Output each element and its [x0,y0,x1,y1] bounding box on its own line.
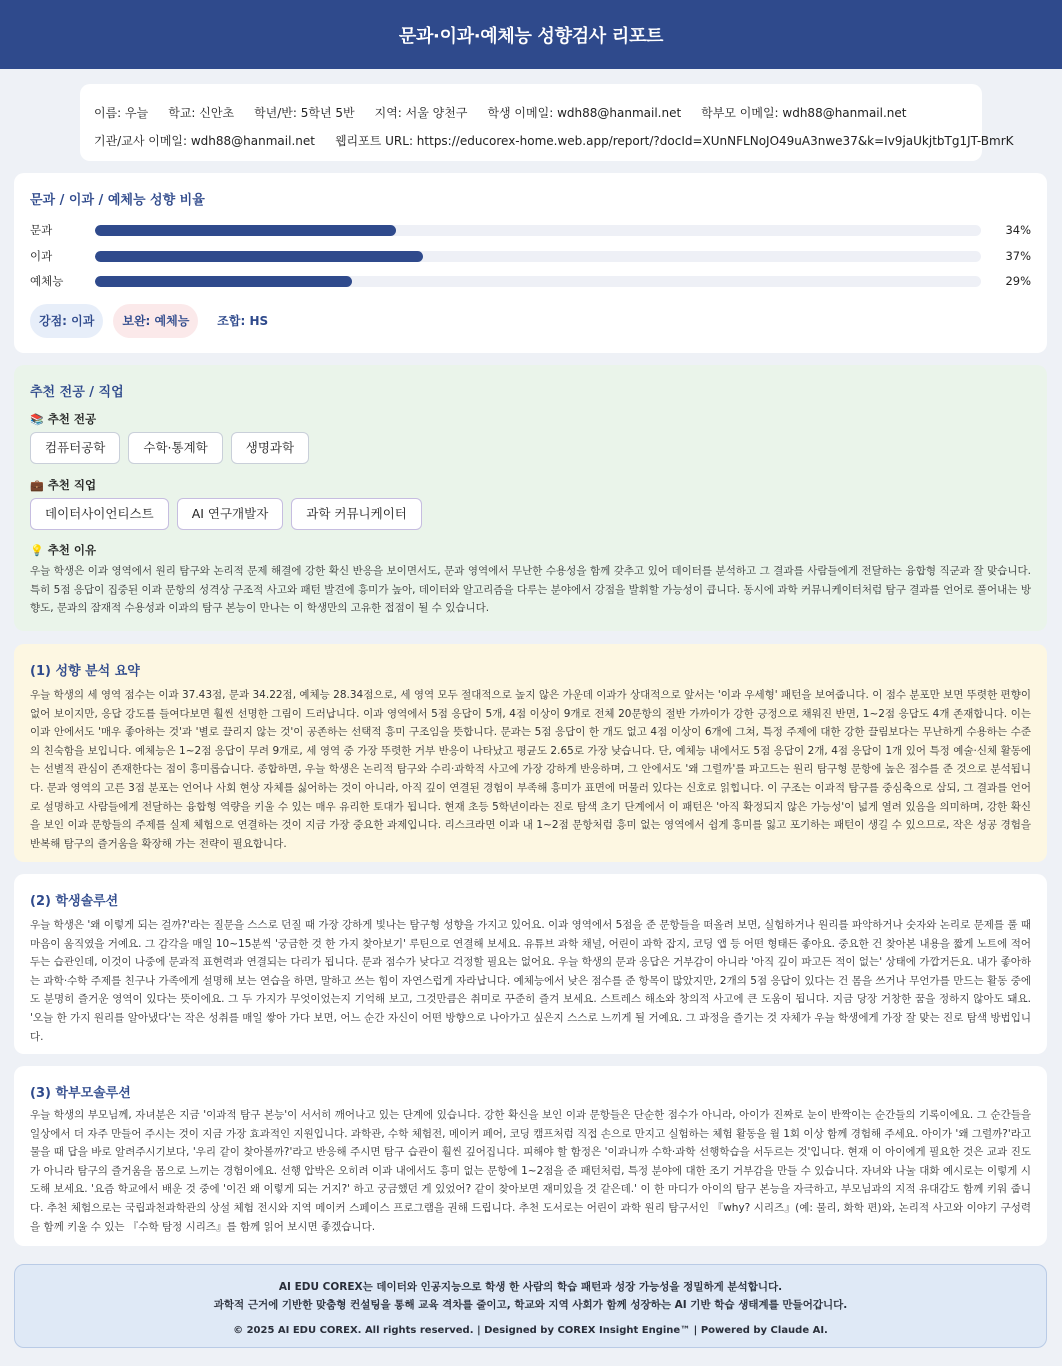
info-line-2 [94,126,1014,154]
job-heading [30,477,96,493]
recommend-title: 추천 전공 / 직업 [30,385,124,400]
bar-percent: 29% [1005,274,1031,288]
job-chip: AI 연구개발자 [177,498,284,530]
student-name: 이름: 우늘 [94,105,149,120]
combo-badge: 조합: HS [217,314,269,328]
job-heading-label: 추천 직업 [47,478,97,492]
report-title: 문과·이과·예체능 성향검사 리포트 [398,25,664,47]
web-report-url[interactable]: 웹리포트 URL: https://educorex-home.web.app/report/?docId=XUnNFLNoJO49uA3nwe37&k=Iv9jaUkjtbTg1JT-BmrK [334,133,1014,148]
ratio-card [14,173,1047,353]
student-region: 지역: 서울 양천구 [374,105,468,120]
parent-email: 학부모 이메일: wdh88@hanmail.net [701,105,907,120]
summary-text: 우늘 학생의 세 영역 점수는 이과 37.43점, 문과 34.22점, 예체능 28.34점으로, 세 영역 모두 절대적으로 높지 않은 가운데 이과가 상대적으로 앞서는 '이과 우세형' 패턴을 보여줍니다. 이 점수 분포만 보면 뚜렷한 편향이 없어 보이지만, 응답 강도를 들여다보면 훨씬 선명한 그림이 드러납니다. 이과 영역에서 5점 응답이 5개, 4점 이상이 9개로 전체 20문항의 절반 가까이가 강한 긍정으로 채워진 반면, 1~2점 응답도 4개 존재합니다. 이는 이과 안에서도 '매우 좋아하는 것'과 '별로 끌리지 않는 것'이 공존하는 선택적 흥미 구조임을 뜻합니다. 문과는 5점 응답이 한 개도 없고 4점 이상이 6개에 그쳐, 특정 주제에 대한 강한 끌림보다는 무난하게 수용하는 수준의 친숙함을 보입니다. 예체능은 1~2점 응답이 무려 9개로, 세 영역 중 가장 뚜렷한 거부 반응이 나타났고 평균도 2.65로 가장 낮습니다. 단, 예체능 내에서도 5점 응답이 2개, 4점 응답이 1개 있어 특정 예술·신체 활동에는 선별적 관심이 존재한다는 점이 흥미롭습니다. 종합하면, 우늘 학생은 논리적 탐구와 수리·과학적 사고에 가장 강하게 반응하며, 그 안에서도 '왜 그럴까'를 파고드는 원리 탐구형 문항에 높은 점수를 준 것으로 분석됩니다. 문과 영역의 고른 3점 분포는 언어나 사회 현상 자체를 싫어하는 것이 아니라, 아직 깊이 연결된 경험이 부족해 흥미가 표면에 머물러 있다는 신호로 읽힙니다. 이 구조는 이과적 탐구를 중심축으로 삼되, 그 결과를 언어로 설명하고 사람들에게 전달하는 융합형 역량을 키울 수 있는 매우 유리한 토대가 됩니다. 현재 초등 5학년이라는 진로 탐색 초기 단계에서 이 패턴은 '아직 확정되지 않은 가능성'이 넓게 열려 있음을 의미하며, 강한 확신을 보인 이과 문항들의 주제를 실제 체험으로 연결하는 것이 지금 가장 중요한 과제입니다. 리스크라면 이과 내 1~2점 문항처럼 흥미 없는 영역에서 쉽게 흥미를 잃고 포기하는 패턴이 생길 수 있으므로, 작은 성공 경험을 반복해 탐구의 즐거움을 확장해 가는 전략이 필요합니다. [30,689,1031,850]
student-solution-title: (2) 학생솔루션 [30,894,119,909]
books-icon: 📚 [30,412,44,426]
complement-badge: 보완: 예체능 [113,304,198,338]
bar-percent: 37% [1005,249,1031,263]
job-chip: 데이터사이언티스트 [30,498,169,530]
bar-fill [95,251,423,262]
job-chips [30,498,430,530]
reason-heading [30,542,96,558]
briefcase-icon: 💼 [30,478,44,492]
strength-badge: 강점: 이과 [30,304,103,338]
lightbulb-icon: 💡 [30,543,44,557]
bar-row-science [30,247,1031,265]
student-solution-text: 우늘 학생은 '왜 이렇게 되는 걸까?'라는 질문을 스스로 던질 때 가장 강하게 빛나는 탐구형 성향을 가지고 있어요. 이과 영역에서 5점을 준 문항들을 떠올려 보면, 실험하거나 원리를 파악하거나 숫자와 논리로 문제를 풀 때 마음이 움직였을 거예요. 그 감각을 매일 10~15분씩 '궁금한 것 한 가지 찾아보기' 루틴으로 연결해 보세요. 유튜브 과학 채널, 어린이 과학 잡지, 코딩 앱 등 어떤 형태든 좋아요. 중요한 건 찾아본 내용을 짧게 노트에 적어 두는 습관인데, 이것이 나중에 문과적 표현력과 연결되는 다리가 됩니다. 문과 점수가 낮다고 걱정할 필요는 없어요. 우늘 학생의 문과 응답은 거부감이 아니라 '아직 깊이 파고든 적이 없는' 상태에 가깝거든요. 내가 좋아하는 과학·수학 주제를 친구나 가족에게 설명해 보는 연습을 하면, 말하고 쓰는 힘이 자연스럽게 자라납니다. 예체능에서 낮은 점수를 준 항목이 많았지만, 2개의 5점 응답이 있다는 건 몸을 쓰거나 무언가를 만드는 활동 중에도 분명히 즐거운 영역이 있다는 뜻이에요. 그 두 가지가 무엇이었는지 기억해 보고, 그것만큼은 취미로 꾸준히 즐겨 보세요. 스트레스 해소와 창의적 사고에 큰 도움이 됩니다. 지금 당장 거창한 꿈을 정하지 않아도 돼요. '오늘 한 가지 원리를 알아냈다'는 작은 성취를 매일 쌓아 가다 보면, 어느 순간 자신이 어떤 방향으로 나아가고 싶은지 스스로 느끼게 될 거예요. 그 과정을 즐기는 것 자체가 우늘 학생에게 가장 잘 맞는 진로 탐색 방법입니다. [30,919,1031,1043]
reason-text: 우늘 학생은 이과 영역에서 원리 탐구와 논리적 문제 해결에 강한 확신 반응을 보이면서도, 문과 영역에서 무난한 수용성을 함께 갖추고 있어 데이터를 분석하고 그 결과를 사람들에게 전달하는 융합형 직군과 잘 맞습니다. 특히 5점 응답이 집중된 이과 문항의 성격상 구조적 사고와 패턴 발견에 흥미가 높아, 데이터와 알고리즘을 다루는 분야에서 강점을 발휘할 가능성이 큽니다. 동시에 과학 커뮤니케이터처럼 탐구 결과를 언어로 풀어내는 방향도, 문과의 잠재적 수용성과 이과의 탐구 본능이 만나는 이 학생만의 고유한 접점이 될 수 있습니다. [30,565,1031,615]
major-chip: 컴퓨터공학 [30,432,120,464]
student-school: 학교: 신안초 [168,105,235,120]
bar-fill [95,276,352,287]
parent-solution-title: (3) 학부모솔루션 [30,1086,131,1101]
bar-row-arts [30,272,1031,290]
bar-percent: 34% [1005,223,1031,237]
bar-track [95,276,981,287]
bar-label: 이과 [30,249,53,263]
reason-heading-label: 추천 이유 [47,543,97,557]
parent-solution-card [14,1066,1047,1246]
student-info-card [80,84,1014,161]
footer-copyright: © 2025 AI EDU COREX. All rights reserved. | Designed by COREX Insight Engine™ | Powered by Claude AI. [233,1325,828,1336]
info-line-1 [94,98,968,126]
summary-card [14,644,1047,862]
student-solution-card [14,874,1047,1054]
major-chip: 생명과학 [231,432,309,464]
major-heading [30,411,96,427]
report-header [0,0,1062,69]
parent-solution-text: 우늘 학생의 부모님께, 자녀분은 지금 '이과적 탐구 본능'이 서서히 깨어나고 있는 단계에 있습니다. 강한 확신을 보인 이과 문항들은 단순한 점수가 아니라, 아이가 진짜로 눈이 반짝이는 순간들의 기록이에요. 그 순간들을 일상에서 더 자주 만들어 주시는 것이 지금 가장 효과적인 지원입니다. 과학관, 수학 체험전, 메이커 페어, 코딩 캠프처럼 직접 손으로 만지고 실험하는 체험 활동을 월 1회 이상 함께 경험해 주세요. 아이가 '왜 그럴까?'라고 물을 때 답을 바로 알려주시기보다, '우리 같이 찾아볼까?'라고 반응해 주시면 탐구 습관이 훨씬 깊어집니다. 피해야 할 함정은 '이과니까 수학·과학 선행학습을 서두르는 것'입니다. 현재 이 아이에게 필요한 것은 교과 진도가 아니라 탐구의 즐거움을 몸으로 느끼는 경험이에요. 선행 압박은 오히려 이과 내에서도 흥미 없는 문항에 1~2점을 준 패턴처럼, 특정 분야에 대한 조기 거부감을 만들 수 있습니다. 자녀와 나눌 대화 예시로는 이렇게 시도해 보세요. '요즘 학교에서 배운 것 중에 '이건 왜 이렇게 되는 거지?' 하고 궁금했던 게 있었어? 같이 찾아보면 재미있을 것 같은데.' 이 한 마디가 아이의 탐구 본능을 자극하고, 부모님과의 지적 유대감도 함께 키워 줍니다. 추천 체험으로는 국립과천과학관의 상설 체험 전시와 지역 메이커 스페이스 프로그램을 권해 드립니다. 추천 도서로는 어린이 과학 원리 탐구서인 『why? 시리즈』(예: 물리, 화학 편)와, 논리적 사고와 이야기 구성력을 함께 키울 수 있는 『수학 탐정 시리즈』를 함께 읽어 보시면 좋겠습니다. [30,1109,1031,1233]
footer-line-1: AI EDU COREX는 데이터와 인공지능으로 학생 한 사람의 학습 패턴과 성장 가능성을 정밀하게 분석합니다. [278,1281,783,1293]
student-grade: 학년/반: 5학년 5반 [254,105,355,120]
summary-title: (1) 성향 분석 요약 [30,664,140,679]
student-email: 학생 이메일: wdh88@hanmail.net [487,105,682,120]
bar-label: 문과 [30,223,53,237]
bar-track [95,251,981,262]
summary-pills [30,304,287,338]
major-heading-label: 추천 전공 [47,412,97,426]
job-chip: 과학 커뮤니케이터 [291,498,422,530]
bar-label: 예체능 [30,274,64,288]
bar-fill [95,225,396,236]
footer [14,1264,1047,1348]
recommend-card [14,365,1047,631]
major-chip: 수학·통계학 [128,432,222,464]
major-chips [30,432,317,464]
bar-row-humanities [30,221,1031,239]
footer-line-2: 과학적 근거에 기반한 맞춤형 컨설팅을 통해 교육 격차를 줄이고, 학교와 지역 사회가 함께 성장하는 AI 기반 학습 생태계를 만들어갑니다. [213,1299,848,1311]
ratio-title: 문과 / 이과 / 예체능 성향 비율 [30,193,205,208]
bar-track [95,225,981,236]
teacher-email: 기관/교사 이메일: wdh88@hanmail.net [94,133,315,148]
